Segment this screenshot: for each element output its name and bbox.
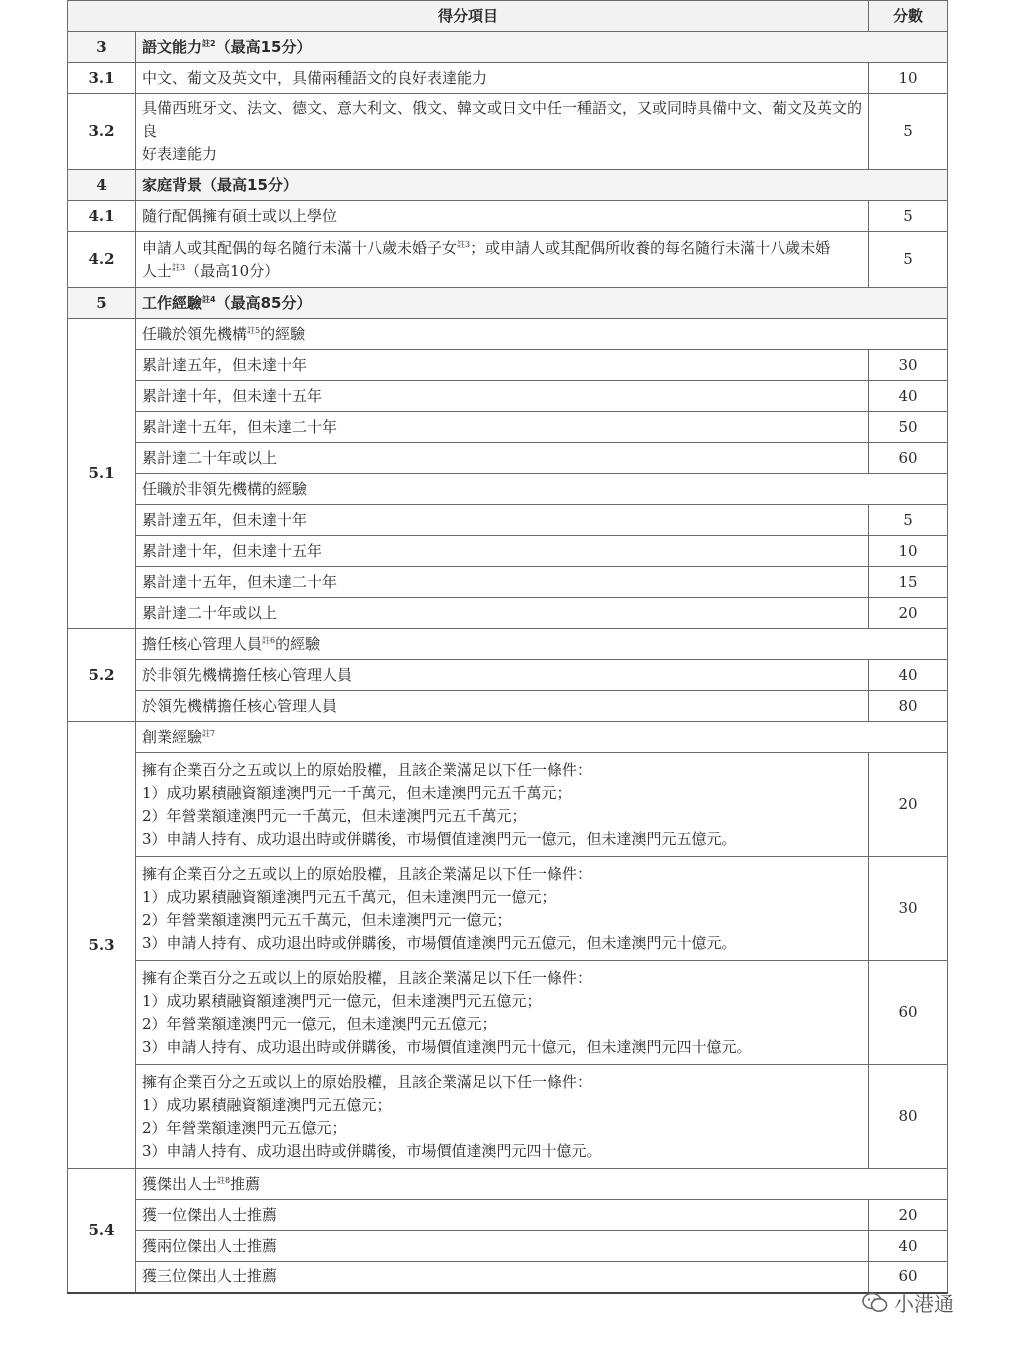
section-number: 4 bbox=[68, 170, 136, 201]
item-score: 5 bbox=[869, 94, 948, 170]
section-number: 5 bbox=[68, 288, 136, 319]
item-number: 3.1 bbox=[68, 63, 136, 94]
item-text: 獲三位傑出人士推薦 bbox=[136, 1262, 869, 1293]
item-score: 80 bbox=[869, 1065, 948, 1169]
wechat-icon bbox=[862, 1292, 888, 1314]
subheading-row bbox=[68, 474, 948, 505]
item-text: 累計達五年，但未達十年 bbox=[136, 350, 869, 381]
table-row bbox=[68, 63, 948, 94]
item-score: 30 bbox=[869, 350, 948, 381]
table-row bbox=[68, 443, 948, 474]
table-row bbox=[68, 1200, 948, 1231]
item-text: 累計達二十年或以上 bbox=[136, 598, 869, 629]
item-score: 60 bbox=[869, 443, 948, 474]
table-row bbox=[68, 412, 948, 443]
item-score: 60 bbox=[869, 1262, 948, 1293]
section-number: 3 bbox=[68, 32, 136, 63]
subheading-row bbox=[68, 629, 948, 660]
table-row bbox=[68, 660, 948, 691]
table-row bbox=[68, 1231, 948, 1262]
table-row bbox=[68, 201, 948, 232]
subheading-row bbox=[68, 722, 948, 753]
item-score: 5 bbox=[869, 201, 948, 232]
item-text: 隨行配偶擁有碩士或以上學位 bbox=[136, 201, 869, 232]
item-number: 5.3 bbox=[68, 722, 136, 1169]
item-number: 4.1 bbox=[68, 201, 136, 232]
item-text: 累計達十年，但未達十五年 bbox=[136, 381, 869, 412]
table-row bbox=[68, 1262, 948, 1293]
section-title: 家庭背景（最高15分） bbox=[136, 170, 948, 201]
subheading-text: 獲傑出人士$^{註8}$推薦 bbox=[136, 1169, 948, 1200]
item-score: 40 bbox=[869, 660, 948, 691]
table-row bbox=[68, 567, 948, 598]
item-score: 10 bbox=[869, 536, 948, 567]
item-text: 擁有企業百分之五或以上的原始股權，且該企業滿足以下任一條件： 1）成功累積融資額達澳門元一千萬元，但未達澳門元五千萬元； 2）年營業額達澳門元一千萬元，但未達澳門元五千萬元； 3）申請人持有、成功退出時或併購後，市場價值達澳門元一億元，但未達澳門元五億元。 bbox=[136, 753, 869, 857]
item-text: 獲兩位傑出人士推薦 bbox=[136, 1231, 869, 1262]
table-row bbox=[68, 505, 948, 536]
header-score: 分數 bbox=[869, 1, 948, 32]
item-text: 獲一位傑出人士推薦 bbox=[136, 1200, 869, 1231]
item-score: 5 bbox=[869, 505, 948, 536]
item-number: 4.2 bbox=[68, 232, 136, 288]
item-score: 20 bbox=[869, 1200, 948, 1231]
item-text: 於非領先機構擔任核心管理人員 bbox=[136, 660, 869, 691]
subheading-text: 擔任核心管理人員$^{註6}$的經驗 bbox=[136, 629, 948, 660]
table-row bbox=[68, 691, 948, 722]
header-item: 得分項目 bbox=[68, 1, 869, 32]
table-row bbox=[68, 536, 948, 567]
item-text: 中文、葡文及英文中，具備兩種語文的良好表達能力 bbox=[136, 63, 869, 94]
item-score: 10 bbox=[869, 63, 948, 94]
watermark bbox=[862, 1288, 954, 1317]
item-score: 40 bbox=[869, 381, 948, 412]
item-text: 於領先機構擔任核心管理人員 bbox=[136, 691, 869, 722]
table-row bbox=[68, 381, 948, 412]
item-text: 申請人或其配偶的每名隨行未滿十八歲未婚子女$^{註3}$；或申請人或其配偶所收養的每名隨行未滿十八歲未婚 人士$^{註3}$（最高10分） bbox=[136, 232, 869, 288]
table-row bbox=[68, 232, 948, 288]
item-score: 5 bbox=[869, 232, 948, 288]
item-text: 擁有企業百分之五或以上的原始股權，且該企業滿足以下任一條件： 1）成功累積融資額達澳門元五億元； 2）年營業額達澳門元五億元； 3）申請人持有、成功退出時或併購後，市場價值達澳門元四十億元。 bbox=[136, 1065, 869, 1169]
item-score: 15 bbox=[869, 567, 948, 598]
watermark-text: 小港通 bbox=[894, 1292, 954, 1316]
table-header-row bbox=[68, 1, 948, 32]
item-score: 20 bbox=[869, 598, 948, 629]
item-text: 累計達十五年，但未達二十年 bbox=[136, 567, 869, 598]
item-score: 50 bbox=[869, 412, 948, 443]
item-score: 60 bbox=[869, 961, 948, 1065]
table-row bbox=[68, 598, 948, 629]
item-number: 5.2 bbox=[68, 629, 136, 722]
item-score: 30 bbox=[869, 857, 948, 961]
table-row bbox=[68, 961, 948, 1065]
subheading-text: 任職於非領先機構的經驗 bbox=[136, 474, 948, 505]
item-number: 5.4 bbox=[68, 1169, 136, 1293]
item-text: 擁有企業百分之五或以上的原始股權，且該企業滿足以下任一條件： 1）成功累積融資額達澳門元一億元，但未達澳門元五億元； 2）年營業額達澳門元一億元，但未達澳門元五億元； 3）申請人持有、成功退出時或併購後，市場價值達澳門元十億元，但未達澳門元四十億元。 bbox=[136, 961, 869, 1065]
section-row-4 bbox=[68, 170, 948, 201]
table-row bbox=[68, 94, 948, 170]
item-text: 累計達二十年或以上 bbox=[136, 443, 869, 474]
section-title: 語文能力$^{註2}$（最高15分） bbox=[136, 32, 948, 63]
section-row-3 bbox=[68, 32, 948, 63]
subheading-row bbox=[68, 1169, 948, 1200]
item-score: 20 bbox=[869, 753, 948, 857]
table-row bbox=[68, 753, 948, 857]
item-text: 具備西班牙文、法文、德文、意大利文、俄文、韓文或日文中任一種語文，又或同時具備中文、葡文及英文的良 好表達能力 bbox=[136, 94, 869, 170]
item-score: 40 bbox=[869, 1231, 948, 1262]
table-row bbox=[68, 857, 948, 961]
table-row bbox=[68, 1065, 948, 1169]
item-text: 累計達十年，但未達十五年 bbox=[136, 536, 869, 567]
subheading-text: 創業經驗$^{註7}$ bbox=[136, 722, 948, 753]
item-number: 3.2 bbox=[68, 94, 136, 170]
points-table bbox=[67, 0, 948, 1294]
item-text: 累計達五年，但未達十年 bbox=[136, 505, 869, 536]
item-text: 擁有企業百分之五或以上的原始股權，且該企業滿足以下任一條件： 1）成功累積融資額達澳門元五千萬元，但未達澳門元一億元； 2）年營業額達澳門元五千萬元，但未達澳門元一億元； 3）申請人持有、成功退出時或併購後，市場價值達澳門元五億元，但未達澳門元十億元。 bbox=[136, 857, 869, 961]
item-number: 5.1 bbox=[68, 319, 136, 629]
table-row bbox=[68, 350, 948, 381]
item-text: 累計達十五年，但未達二十年 bbox=[136, 412, 869, 443]
section-row-5 bbox=[68, 288, 948, 319]
item-score: 80 bbox=[869, 691, 948, 722]
subheading-text: 任職於領先機構$^{註5}$的經驗 bbox=[136, 319, 948, 350]
subheading-row bbox=[68, 319, 948, 350]
section-title: 工作經驗$^{註4}$（最高85分） bbox=[136, 288, 948, 319]
